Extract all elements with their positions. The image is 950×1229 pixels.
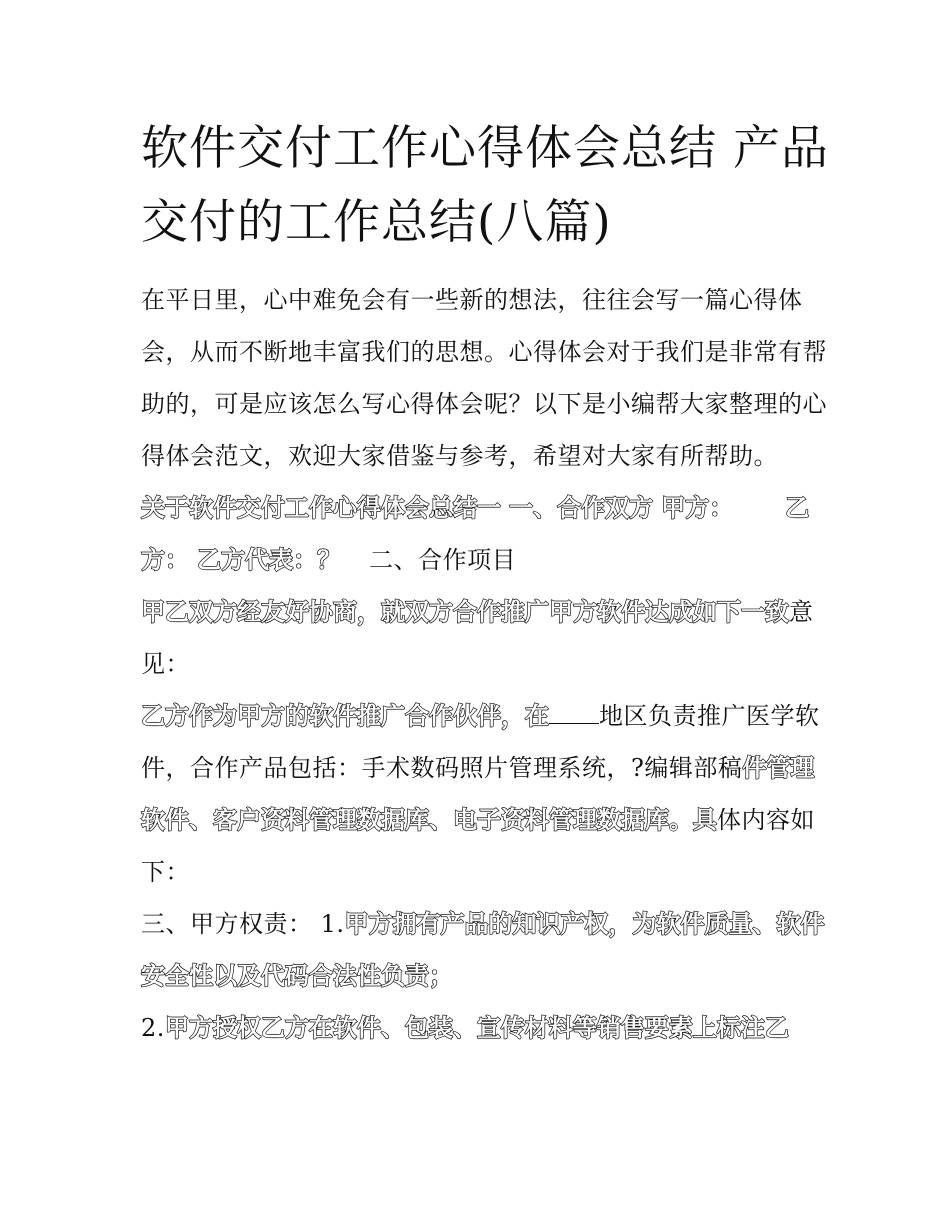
- partner-paragraph: [141, 690, 831, 898]
- document-page: [141, 112, 831, 1054]
- duty-number-1: 1.: [320, 910, 345, 938]
- duty-2-text: 甲方授权乙方在软件、包装、宣传材料等销售要素上标注乙: [164, 1014, 789, 1042]
- products-text-outlined: 件管理软件、客户资料管理数据库、电子资料管理数据库。具: [141, 754, 815, 834]
- agreement-paragraph: [141, 586, 831, 690]
- products-text-plain: 体内容如下：: [141, 806, 815, 886]
- agreement-text-outlined: 甲乙双方经友好协商，就双方合作推广甲方软件达成如下一致: [141, 598, 789, 626]
- duty-number-2: 2.: [141, 1014, 165, 1042]
- party-b-label: 乙方：: [141, 494, 810, 574]
- partner-text-outlined: 乙方作为甲方的软件推广合作伙伴，在: [141, 702, 549, 730]
- parties-section-heading: 一、合作双方: [509, 494, 654, 522]
- region-blank: [549, 705, 599, 724]
- partner-text-plain: 地区负责推广医学软件，合作产品包括：手术数码照片管理系统，?编辑部稿: [141, 702, 820, 782]
- party-a-label: 甲方：: [661, 494, 734, 522]
- article-heading: 关于软件交付工作心得体会总结一: [141, 494, 501, 522]
- party-b-rep-label: 乙方代表：？: [197, 546, 342, 574]
- intro-paragraph: 在平日里，心中难免会有一些新的想法，往往会写一篇心得体会，从而不断地丰富我们的思想。心得体会对于我们是非常有帮助的，可是应该怎么写心得体会呢？以下是小编帮大家整理的心得体会范文，欢迎大家借鉴与参考，希望对大家有所帮助。: [141, 286, 827, 470]
- duties-section-heading: 三、甲方权责：: [141, 910, 313, 938]
- duty-1-text: 甲方拥有产品的知识产权，为软件质量、软件安全性以及代码合法性负责；: [141, 910, 825, 990]
- agreement-text-plain: 意见：: [141, 598, 814, 678]
- document-title: 软件交付工作心得体会总结 产品交付的工作总结(八篇): [141, 121, 829, 250]
- party-a-duty-2-paragraph: [141, 1002, 831, 1054]
- party-a-duties-paragraph: [141, 898, 831, 1002]
- cooperation-parties-paragraph: [141, 482, 831, 586]
- project-section-heading: 二、合作项目: [369, 546, 517, 574]
